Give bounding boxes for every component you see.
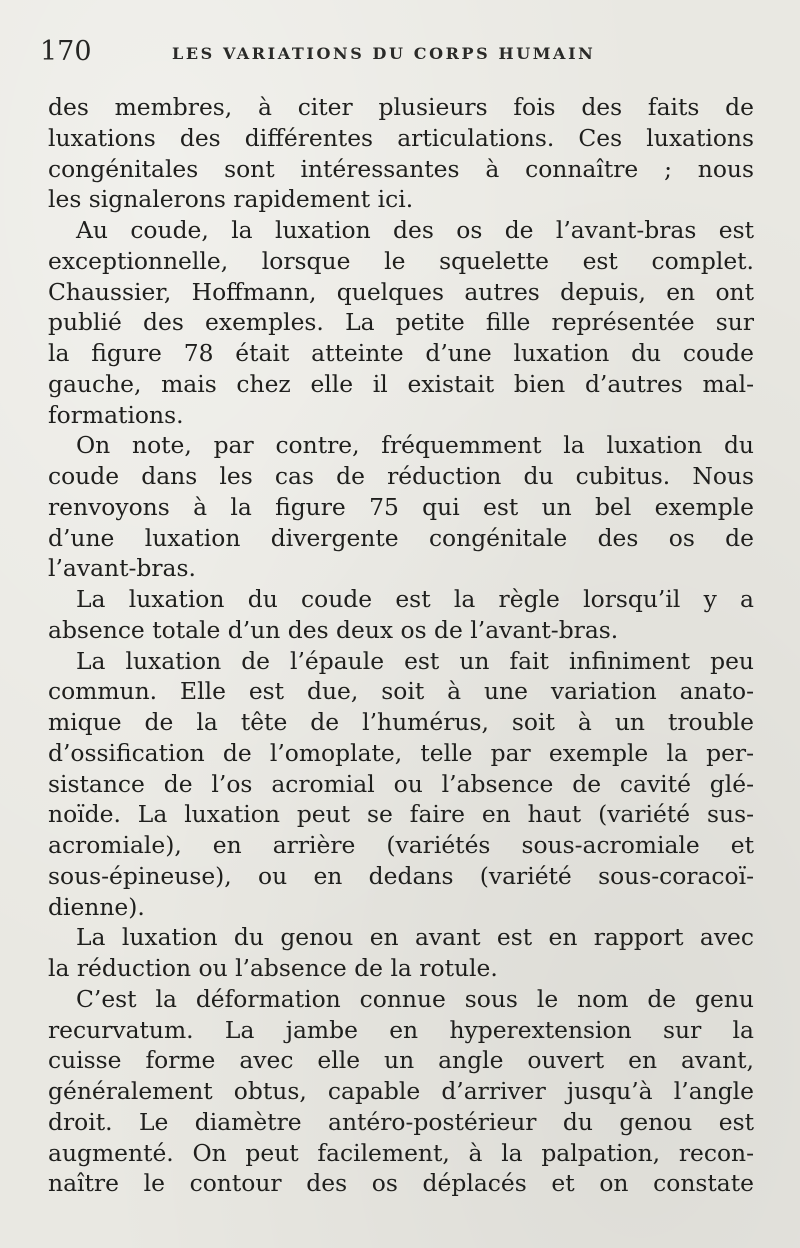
text-line: Au coude, la luxation des os de l’avant-bras est [76, 216, 754, 244]
text-line: des membres, à citer plusieurs fois des faits de [48, 93, 754, 121]
text-line: cuisse forme avec elle un angle ouvert en avant, [48, 1046, 754, 1075]
text-line: généralement obtus, capable d’arriver jusqu’à l’angle [48, 1077, 754, 1105]
text-line: commun. Elle est due, soit à une variation anato- [48, 677, 754, 706]
text-line: renvoyons à la figure 75 qui est un bel exemple [48, 492, 754, 521]
text-line: recurvatum. La jambe en hyperextension sur la [48, 1015, 754, 1044]
text-line: formations. [48, 400, 184, 429]
text-line: dienne). [48, 892, 145, 921]
text-line: mique de la tête de l’humérus, soit à un trouble [48, 708, 754, 736]
text-line: la réduction ou l’absence de la rotule. [48, 954, 498, 982]
text-line: Chaussier, Hoffmann, quelques autres depuis, en ont [48, 277, 754, 306]
text-line: gauche, mais chez elle il existait bien d’autres mal- [48, 369, 754, 398]
text-line: augmenté. On peut facilement, à la palpation, recon- [48, 1138, 754, 1167]
text-line: La luxation du coude est la règle lorsqu’il y a [76, 585, 754, 613]
text-line: coude dans les cas de réduction du cubitus. Nous [48, 462, 754, 490]
text-line: congénitales sont intéressantes à connaître ; nous [48, 154, 754, 183]
text-line: noïde. La luxation peut se faire en haut (variété sus- [48, 800, 754, 829]
text-line: absence totale d’un des deux os de l’avant-bras. [48, 615, 619, 644]
body-text [48, 92, 754, 1199]
page-number: 170 [40, 36, 92, 67]
text-line: sistance de l’os acromial ou l’absence de cavité glé- [48, 769, 754, 798]
running-title: LES VARIATIONS DU CORPS HUMAIN [172, 44, 596, 63]
text-line: On note, par contre, fréquemment la luxation du [76, 431, 754, 460]
text-line: naître le contour des os déplacés et on constate [48, 1169, 754, 1198]
text-line: La luxation de l’épaule est un fait infiniment peu [76, 646, 754, 675]
text-line: La luxation du genou en avant est en rapport avec [76, 923, 754, 952]
text-line: la figure 78 était atteinte d’une luxation du coude [48, 339, 754, 367]
text-line: les signalerons rapidement ici. [48, 185, 414, 214]
text-line: luxations des différentes articulations. Ces luxations [48, 123, 754, 152]
text-line: l’avant-bras. [48, 554, 196, 583]
text-line: acromiale), en arrière (variétés sous-acromiale et [48, 831, 754, 859]
text-line: d’une luxation divergente congénitale des os de [48, 523, 754, 552]
text-line: publié des exemples. La petite fille représentée sur [48, 308, 754, 337]
text-line: C’est la déformation connue sous le nom de genu [76, 984, 754, 1013]
text-line: droit. Le diamètre antéro-postérieur du genou est [48, 1107, 754, 1136]
text-line: sous-épineuse), ou en dedans (variété sous-coracoï- [48, 861, 754, 890]
text-line: d’ossification de l’omoplate, telle par exemple la per- [48, 738, 754, 767]
running-head [40, 34, 760, 74]
text-line: exceptionnelle, lorsque le squelette est complet. [48, 246, 754, 275]
